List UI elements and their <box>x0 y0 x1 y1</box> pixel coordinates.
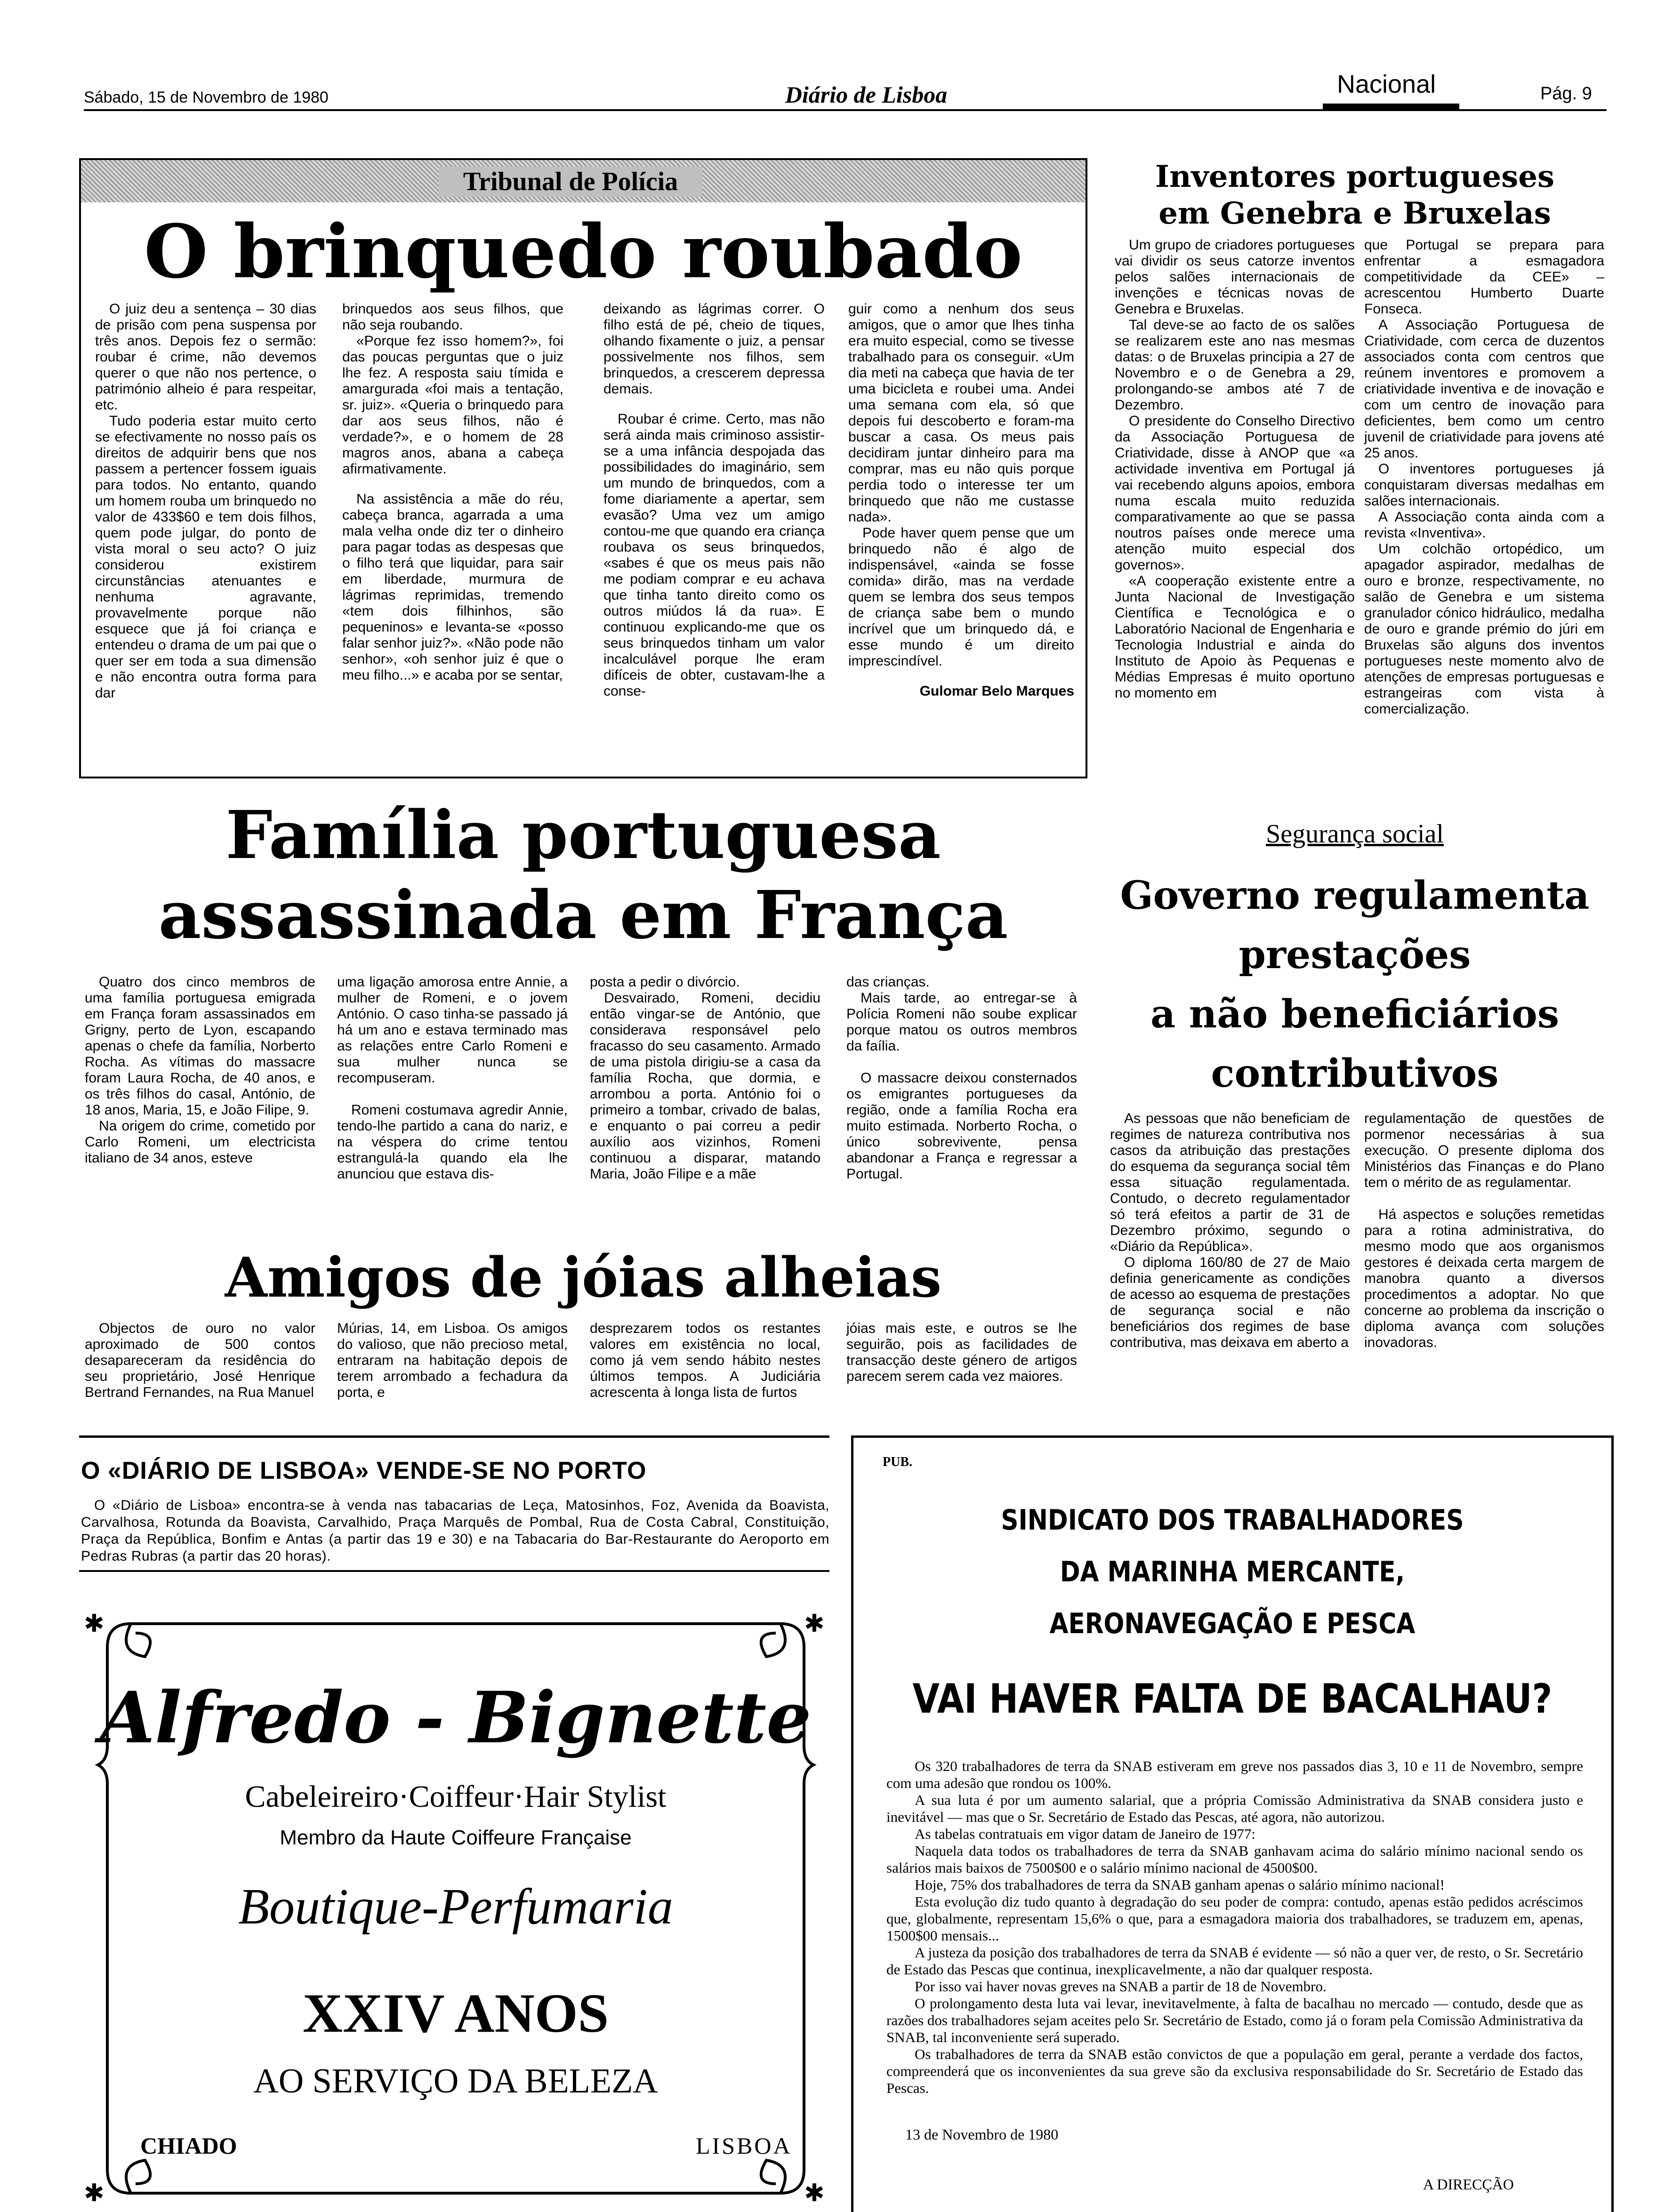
paragraph: O inventores portugueses já conquistaram diversas medalhas em salões internacionais. <box>1364 461 1604 509</box>
masthead: Diário de Lisboa <box>785 81 948 108</box>
familia-col-4 <box>846 974 1077 1182</box>
page-number: Pág. 9 <box>1540 84 1592 104</box>
paragraph: A Associação Portuguesa de Criatividade, com cerca de duzentos associados conta com centros que reúnem inventores e promovem a criatividade inventiva e de inovação e com um centro de inovação para deficientes, bem como um centro juvenil de criatividade para jovens até 25 anos. <box>1364 317 1604 461</box>
amigos-col-4: jóias mais este, e outros se lhe seguirão, pois as facilidades de transacção deste género de artigos parecem serem cada vez maiores. <box>846 1321 1077 1384</box>
paragraph: O diploma 160/80 de 27 de Maio definia genericamente as condições de acesso ao esquema de prestações de segurança social e não beneficiários dos regimes de base contributiva, mas deixava em aberto a <box>1110 1255 1350 1350</box>
sindicato-title-line-1: SINDICATO DOS TRABALHADORES <box>1001 1504 1464 1537</box>
tribunal-col-2 <box>342 301 563 683</box>
sindicato-headline: VAI HAVER FALTA DE BACALHAU? <box>912 1675 1552 1723</box>
paragraph: Pode haver quem pense que um brinquedo não é algo de indispensável, «ainda se fosse comida» dirão, mas na verdade quem se lembra dos seus tempos de criança sabe bem o mundo incrível que um brinquedo dá, e esse mundo é um direito imprescindível. <box>848 525 1074 669</box>
seguranca-col-1 <box>1110 1111 1350 1351</box>
paragraph: Um colchão ortopédico, um apagador aspirador, medalhas de ouro e bronze, respectivamente, no salão de Genebra e um sistema granulador cónico hidráulico, medalha de ouro e grande prémio do júri em Bruxelas são alguns dos inventos portugueses neste momento alvo de atenções de empresas portuguesas e estrangeiras com vista à comercialização. <box>1364 541 1604 717</box>
header-date: Sábado, 15 de Novembro de 1980 <box>84 88 329 106</box>
seguranca-title-line-1: Governo regulamenta <box>1120 873 1590 918</box>
paragraph: Desvairado, Romeni, decidiu então vingar-se de António, que considerava responsável pelo fracasso do seu casamento. Armado de uma pistola dirigiu-se a casa da família Rocha, que dormia, e arrombou a porta. António foi o primeiro a tombar, crivado de balas, e enquanto o pai correu a pedir auxílio aos vizinhos, Romeni continuou a disparar, matando Maria, João Filipe e a mãe <box>590 990 820 1182</box>
familia-col-1 <box>85 974 315 1166</box>
paragraph: O massacre deixou consternados os emigrantes portugueses da região, onde a família Rocha era muito estimada. Norberto Rocha, o único sobrevivente, pensa abandonar a França e regressar a Portugal. <box>846 1070 1077 1182</box>
paragraph: Hoje, 75% dos trabalhadores de terra da SNAB ganham apenas o salário mínimo nacional! <box>915 1876 1445 1893</box>
star-icon: ✱ <box>804 2180 825 2207</box>
paragraph: guir como a nenhum dos seus amigos, que o amor que lhes tinha era muito especial, como se tivesse trabalhado para os conseguir. «Um dia meti na cabeça que havia de ter uma bicicleta e roubei uma. Andei uma semana com ela, só que depois fui descoberto e foram-ma buscar a casa. Os meus pais decidiram juntar dinheiro para ma comprar, mas eu não quis porque perdia todo o interesse ter um brinquedo que não me custasse nada». <box>848 301 1074 525</box>
porto-title: O «DIÁRIO DE LISBOA» VENDE-SE NO PORTO <box>81 1457 647 1484</box>
porto-body: O «Diário de Lisboa» encontra-se à venda nas tabacarias de Leça, Matosinhos, Foz, Avenida da Boavista, Carvalhosa, Rotunda da Boavista, Carvalhido, Praça Marquês de Pombal, Rua de Costa Cabral, Constituição, Praça da República, Bonfim e Antas (a partir das 19 e 30) e na Tabacaria do Bar-Restaurante do Aeroporto em Pedras Rubras (a partir das 20 horas). <box>81 1498 829 1564</box>
amigos-col-3: desprezarem todos os restantes valores em existência no local, como já vem sendo hábito nestes últimos tempos. A Judiciária acrescenta à longa lista de furtos <box>590 1321 820 1400</box>
page-header <box>0 0 1657 113</box>
inventores-title-line-1: Inventores portugueses <box>1155 159 1554 194</box>
paragraph: posta a pedir o divórcio. <box>590 974 740 990</box>
paragraph: regulamentação de questões de pormenor necessárias à sua execução. O presente diploma dos Ministérios das Finanças e do Plano tem o mérito de as regulamentar. <box>1364 1111 1604 1190</box>
amigos-title: Amigos de jóias alheias <box>225 1246 942 1310</box>
familia-col-3 <box>590 974 820 1182</box>
sindicato-title-line-2: DA MARINHA MERCANTE, <box>1060 1555 1405 1588</box>
paragraph: Quatro dos cinco membros de uma família portuguesa emigrada em França foram assassinados em Grigny, perto de Lyon, escapando apenas o chefe da família, Norberto Rocha. As vítimas do massacre foram Laura Rocha, de 40 anos, e os três filhos do casal, António, de 18 anos, Maria, 15, e João Filipe, 9. <box>85 974 315 1118</box>
familia-col-2 <box>337 974 568 1182</box>
salon-tagline: Cabeleireiro·Coiffeur·Hair Stylist <box>245 1779 667 1814</box>
star-icon: ✱ <box>84 1610 105 1637</box>
familia-article <box>79 795 1087 1219</box>
sindicato-title-line-3: AERONAVEGAÇÃO E PESCA <box>1049 1607 1416 1640</box>
tribunal-col-4 <box>848 301 1074 699</box>
sindicato-body <box>886 1758 1583 2097</box>
amigos-article <box>79 1242 1087 1421</box>
paragraph: das crianças. <box>846 974 930 990</box>
paragraph: Roubar é crime. Certo, mas não será ainda mais criminoso assistir-se a uma infância despojada das possibilidades do imaginário, sem um mundo de brinquedos, com a fome diariamente a apertar, sem evasão? Uma vez um amigo contou-me que quando era criança roubava os seus brinquedos, «sabes é que os meus pais não me podiam comprar e eu achava que tinha tanto direito como os outros miúdos lá da rua». E continuou explicando-me que os seus brinquedos tinham um valor incalculável porque lhe eram difíceis de obter, custavam-lhe a conse- <box>603 411 825 699</box>
porto-box <box>79 1435 829 1572</box>
seguranca-title-line-4: contributivos <box>1211 1051 1499 1096</box>
location-left: CHIADO <box>140 2132 237 2159</box>
paragraph: Na assistência a mãe do réu, cabeça branca, agarrada a uma mala velha onde diz ter o dinheiro para pagar todas as despesas que o filho terá que liquidar, para sair em liberdade, murmura de lágrimas reprimidas, tremendo «tem dois filhinhos, são pequeninos» e levanta-se «posso falar senhor juiz?». «Não pode não senhor», «oh senhor juiz é que o meu filho...» e acaba por se sentar, <box>342 491 563 683</box>
paragraph: «A cooperação existente entre a Junta Nacional de Investigação Científica e Tecnológica e o Laboratório Nacional de Engenharia e Tecnologia Industrial e ainda do Instituto de Apoio às Pequenas e Médias Empresas é muito oportuno no momento em <box>1115 573 1355 701</box>
familia-title-line-2: assassinada em França <box>158 877 1008 954</box>
service-line: AO SERVIÇO DA BELEZA <box>253 2062 658 2100</box>
paragraph: O presidente do Conselho Directivo da Associação Portuguesa de Criatividade, disse à ANOP que «a actividade inventiva em Portugal já vai recebendo alguns apoios, embora numa escala muito reduzida comparativamente ao que se passa noutros países onde merece uma atenção muito especial dos governos». <box>1115 413 1355 573</box>
inventores-article <box>1096 158 1614 770</box>
amigos-col-2: Múrias, 14, em Lisboa. Os amigos do valioso, que não precioso metal, entraram na habitação depois de terem arrombado a fechadura da porta, e <box>337 1321 568 1400</box>
sindicato-date: 13 de Novembro de 1980 <box>905 2126 1059 2143</box>
ad-sindicato <box>851 1435 1614 2212</box>
paragraph: Um grupo de criadores portugueses vai dividir os seus catorze inventos pelos salões internacionais de invenções e técnicas novas de Genebra e Bruxelas. <box>1115 237 1355 317</box>
section-label: Nacional <box>1337 70 1436 98</box>
star-icon: ✱ <box>84 2180 105 2207</box>
paragraph: Tal deve-se ao facto de os salões se realizarem este ano nas mesmas datas: o de Bruxelas principia a 27 de Novembro e o de Genebra a 29, prolongando-se ambos até 7 de Dezembro. <box>1115 317 1355 413</box>
paragraph: Tudo poderia estar muito certo se efectivamente no nosso país os direitos de adquirir bens que nos passem a pertencer fossem iguais para todos. No entanto, quando um homem rouba um brinquedo no valor de 433$60 e tem dois filhos, quem pode julgar, do ponto de vista moral o seu acto? O juiz considerou existirem circunstâncias atenuantes e nenhuma agravante, provavelmente porque não esquece que já foi criança e entendeu o drama de um pai que o quer ser em toda a sua dimensão e não encontra outra forma para dar <box>95 413 316 701</box>
paragraph: Na origem do crime, cometido por Carlo Romeni, um electricista italiano de 34 anos, esteve <box>85 1118 315 1166</box>
paragraph: O juiz deu a sentença – 30 dias de prisão com pena suspensa por três anos. Depois fez o sermão: roubar é crime, não devemos querer o que não nos pertence, o património alheio é para respeitar, etc. <box>95 301 316 413</box>
amigos-col-1: Objectos de ouro no valor aproximado de 500 contos desapareceram da residência do seu proprietário, José Henrique Bertrand Fernandes, na Rua Manuel <box>85 1321 315 1400</box>
paragraph: A Associação conta ainda com a revista «Inventiva». <box>1364 509 1604 541</box>
tribunal-kicker-band <box>81 160 1086 202</box>
paragraph: Os trabalhadores de terra da SNAB estão convictos de que a população em geral, perante a verdade dos factos, compreenderá que os inconvenientes da sua greve são da exclusiva responsabilidade do Sr. Secretário de Estado das Pescas. <box>886 2046 1583 2096</box>
paragraph: As pessoas que não beneficiam de regimes de natureza contributiva nos casos da atribuição das prestações do esquema da segurança social têm essa situação regulamentada. Contudo, o decreto regulamentador só terá efeitos a partir de 31 de Dezembro próximo, segundo o «Diário da República». <box>1110 1111 1350 1254</box>
boutique-script: Boutique-Perfumaria <box>238 1879 673 1935</box>
ad-alfredo-bignette <box>79 1605 832 2212</box>
tribunal-title: O brinquedo roubado <box>144 208 1023 295</box>
paragraph: que Portugal se prepara para enfrentar a esmagadora competitividade da CEE» – acrescentou Humberto Duarte Fonseca. <box>1364 237 1604 317</box>
salon-name: Alfredo - Bignette <box>100 1676 812 1759</box>
section-underline <box>1323 104 1459 109</box>
pub-label: PUB. <box>883 1455 912 1469</box>
paragraph: O prolongamento desta luta vai levar, inevitavelmente, à falta de bacalhau no mercado — contudo, desde que as razões dos trabalhadores sejam aceites pelo Sr. Secretário de Estado, como já o foram pela Comissão Administrativa da SNAB, tal inconveniente será superado. <box>886 1995 1583 2045</box>
paragraph: Esta evolução diz tudo quanto à degradação do seu poder de compra: contudo, apenas estão pedidos acréscimos que, globalmente, representam 15,6% o que, para a esmagadora maioria dos trabalhadores, se traduzem em, apenas, 1500$00 mensais... <box>886 1893 1583 1944</box>
inventores-title-line-2: em Genebra e Bruxelas <box>1158 196 1551 231</box>
location-right: LISBOA <box>696 2132 792 2159</box>
paragraph: As tabelas contratuais em vigor datam de Janeiro de 1977: <box>915 1826 1255 1842</box>
seguranca-kicker: Segurança social <box>1266 819 1444 849</box>
paragraph: Romeni costumava agredir Annie, tendo-lhe partido a cana do nariz, e na véspera do crime tentou estrangulá-la quando ela lhe anunciou que estava dis- <box>337 1102 568 1182</box>
familia-title-line-1: Família portuguesa <box>225 797 941 874</box>
tribunal-col-3 <box>603 301 825 699</box>
paragraph: uma ligação amorosa entre Annie, a mulher de Romeni, e o jovem António. O caso tinha-se passado já há um ano e estava terminado mas as relações entre Carlo Romeni e sua mulher nunca se recompuseram. <box>337 974 568 1086</box>
star-icon: ✱ <box>804 1610 825 1637</box>
salon-membership: Membro da Haute Coiffeure Française <box>280 1826 632 1849</box>
years-headline: XXIV ANOS <box>302 1982 609 2044</box>
header-rule <box>84 109 1607 111</box>
sindicato-signature: A DIRECÇÃO <box>1423 2176 1514 2193</box>
seguranca-col-2 <box>1364 1111 1604 1351</box>
seguranca-article <box>1096 809 1614 1421</box>
byline: Gulomar Belo Marques <box>919 683 1074 699</box>
paragraph: «Porque fez isso homem?», foi das poucas perguntas que o juiz lhe fez. A resposta saiu tímida e amargurada «foi mais a tentação, sr. juiz». «Queria o brinquedo para dar aos seus filhos, não é verdade?», e o homem de 28 magros anos, abana a cabeça afirmativamente. <box>342 333 563 477</box>
paragraph: Os 320 trabalhadores de terra da SNAB estiveram em greve nos passados dias 3, 10 e 11 de Novembro, sempre com uma adesão que rondou os 100%. <box>886 1758 1583 1791</box>
tribunal-box <box>79 158 1087 778</box>
paragraph: Mais tarde, ao entregar-se à Polícia Romeni não soube explicar porque matou os outros membros da faília. <box>846 990 1077 1054</box>
paragraph: deixando as lágrimas correr. O filho está de pé, cheio de tiques, olhando fixamente o juiz, a pensar possivelmente nos filhos, sem brinquedos, a crescerem depressa demais. <box>603 301 825 397</box>
tribunal-kicker: Tribunal de Polícia <box>439 167 702 197</box>
paragraph: Há aspectos e soluções remetidas para a rotina administrativa, do mesmo modo que aos organismos gestores é deixada certa margem de manobra quanto a diversos procedimentos a adoptar. No que concerne ao problema da inscrição o diploma avança com soluções inovadoras. <box>1364 1207 1604 1350</box>
inventores-col-2 <box>1364 237 1604 717</box>
inventores-col-1 <box>1115 237 1355 701</box>
paragraph: Por isso vai haver novas greves na SNAB a partir de 18 de Novembro. <box>915 1978 1327 1995</box>
paragraph: Naquela data todos os trabalhadores de terra da SNAB ganhavam acima do salário mínimo nacional sendo os salários mais baixos de 7500$00 e o salário mínimo nacional de 4500$00. <box>886 1843 1583 1876</box>
seguranca-title-line-3: a não beneficiários <box>1150 992 1559 1037</box>
paragraph: A sua luta é por um aumento salarial, que a própria Comissão Administrativa da SNAB considera justo e inevitável — mas que o Sr. Secretário de Estado das Pescas, até agora, não autorizou. <box>886 1792 1583 1825</box>
tribunal-col-1 <box>95 301 316 701</box>
paragraph: brinquedos aos seus filhos, que não seja roubando. <box>342 301 563 333</box>
seguranca-title-line-2: prestações <box>1239 932 1471 978</box>
paragraph: A justeza da posição dos trabalhadores de terra da SNAB é evidente — só não a quer ver, de resto, o Sr. Secretário de Estado das Pescas que continua, inexplicavelmente, a não dar qualquer resposta. <box>886 1944 1583 1978</box>
